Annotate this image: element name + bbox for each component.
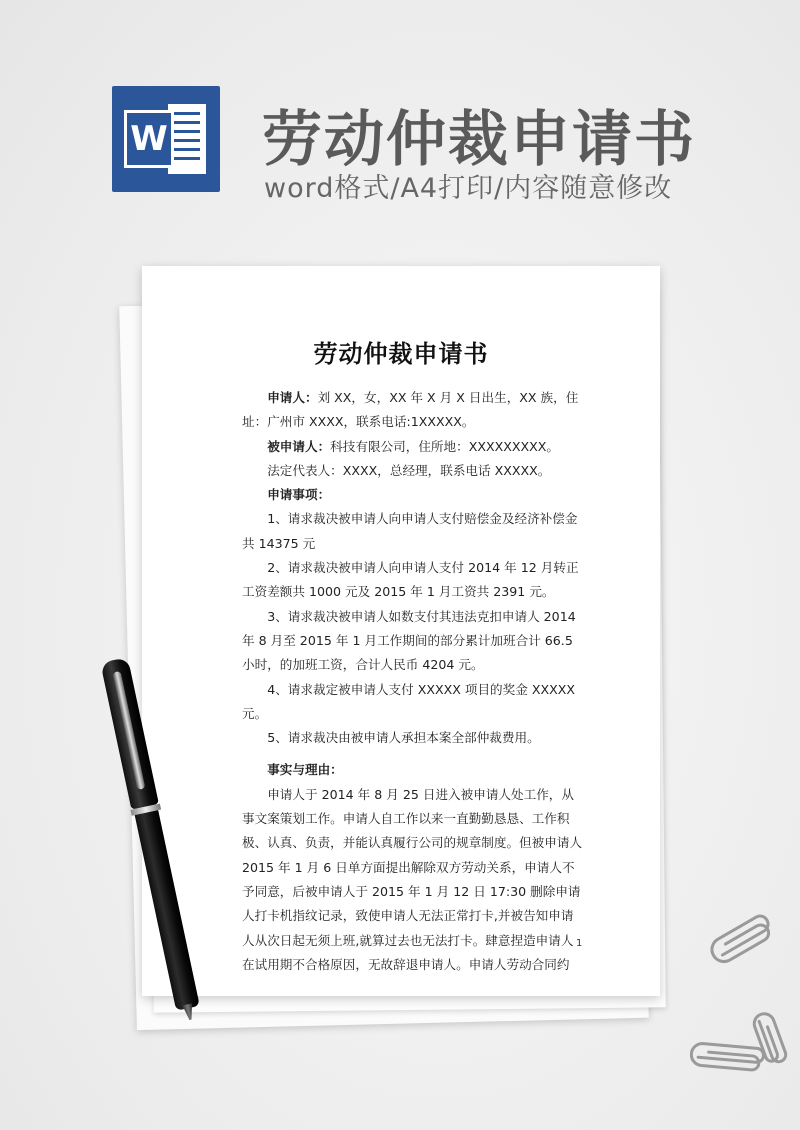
respondent-paragraph bbox=[242, 435, 584, 459]
word-letter: W bbox=[124, 110, 174, 168]
claim-item: 3、请求裁决被申请人如数支付其违法克扣申请人 2014 年 8 月至 2015 年 1 月工作期间的部分累计加班合计 66.5 小时，的加班工资，合计人民币 4204 元。 bbox=[242, 608, 576, 673]
paperclip-icon bbox=[705, 912, 785, 972]
banner-subtitle: word格式/A4打印/内容随意修改 bbox=[264, 173, 673, 204]
legal-representative: 法定代表人：XXXX，总经理，联系电话 XXXXX。 bbox=[267, 462, 551, 478]
paperclip-icon bbox=[690, 1040, 770, 1080]
respondent-label: 被申请人： bbox=[267, 438, 331, 454]
word-logo-icon bbox=[112, 86, 220, 192]
banner-title: 劳动仲裁申请书 bbox=[262, 105, 696, 175]
claim-item: 5、请求裁决由被申请人承担本案全部仲裁费用。 bbox=[267, 730, 540, 746]
applicant-label: 申请人： bbox=[267, 390, 318, 405]
claim-item: 4、请求裁定被申请人支付 XXXXX 项目的奖金 XXXXX 元。 bbox=[242, 681, 575, 721]
document-page bbox=[142, 266, 660, 996]
page-number: 1 bbox=[576, 938, 583, 949]
applicant-text: 刘 XX，女，XX 年 X 月 X 日出生，XX 族，住址：广州市 XXXX，联系电话:1XXXXX。 bbox=[242, 390, 579, 430]
respondent-text: 科技有限公司，住所地：XXXXXXXXX。 bbox=[330, 438, 559, 454]
claims-heading: 申请事项： bbox=[267, 487, 331, 503]
claim-item: 2、请求裁决被申请人向申请人支付 2014 年 12 月转正工资差额共 1000 元及 2015 年 1 月工资共 2391 元。 bbox=[242, 560, 579, 600]
claim-item: 1、请求裁决被申请人向申请人支付赔偿金及经济补偿金共 14375 元 bbox=[242, 511, 578, 551]
document-title: 劳动仲裁申请书 bbox=[313, 340, 489, 368]
facts-heading: 事实与理由： bbox=[267, 762, 343, 778]
applicant-paragraph bbox=[242, 386, 584, 435]
document-body bbox=[242, 386, 584, 977]
facts-paragraph: 申请人于 2014 年 8 月 25 日进入被申请人处工作，从事文案策划工作。申请人自工作以来一直勤勤恳恳、工作积极、认真、负责，并能认真履行公司的规章制度。但被申请人 2015 年 1 月 6 日单方面提出解除双方劳动关系，申请人不予同意，后被申请人于 2015 年 1 月 12 日 17:30 删除申请人打卡机指纹记录，致使申请人无法正常打卡,并被告知申请人从次日起无须上班,就算过去也无法打卡。肆意捏造申请人在试用期不合格原因，无故辞退申请人。申请人劳动合同约 bbox=[242, 786, 583, 972]
